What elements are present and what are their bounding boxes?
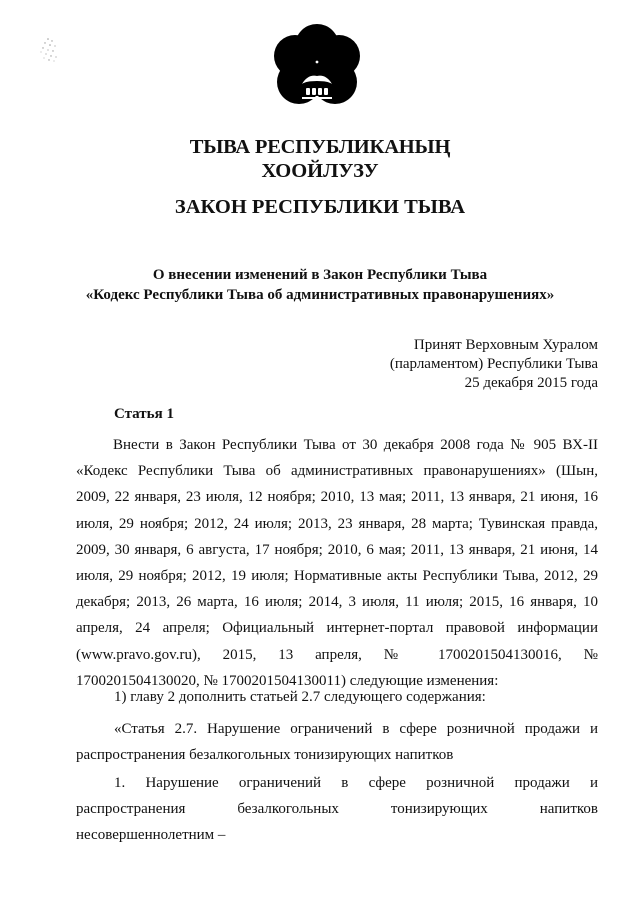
point-line: распространения безалкогольных тонизирующих напитков — [76, 801, 598, 817]
law-subject-line-2: «Кодекс Республики Тыва об административных правонарушениях» — [85, 287, 555, 303]
amendment-item-1: 1) главу 2 дополнить статьей 2.7 следующего содержания: — [114, 689, 486, 705]
paragraph-line: 2009, 30 января, 6 августа, 17 ноября; 2010, 6 мая; 2011, 13 января, 21 июня, 14 — [76, 541, 598, 558]
law-subject-line-1: О внесении изменений в Закон Республики Тыва — [152, 267, 488, 283]
scan-artifact-icon — [36, 36, 62, 64]
paragraph-line: Внести в Закон Республики Тыва от 30 декабря 2008 года № 905 ВХ-II — [113, 437, 598, 453]
paragraph-line: 1700201504130020, № 1700201504130011) следующие изменения: — [76, 672, 499, 689]
paragraph-line: 2009, 22 января, 23 июля, 12 ноября; 2010, 13 мая; 2011, 13 января, 21 июня, 16 — [76, 489, 598, 506]
coat-of-arms-icon — [272, 22, 362, 114]
new-article-heading — [76, 716, 598, 768]
paragraph-line: июля, 29 ноября; 2012, 24 июля; 2013, 23 января, 28 марта; Тувинская правда, — [76, 515, 598, 532]
adoption-line-2: (парламентом) Республики Тыва — [389, 356, 598, 372]
russian-law-title: ЗАКОН РЕСПУБЛИКИ ТЫВА — [174, 196, 466, 218]
quote-line: распространения безалкогольных тонизирующих напитков — [76, 747, 454, 763]
quote-line: «Статья 2.7. Нарушение ограничений в сфере розничной продажи и — [114, 721, 598, 737]
paragraph-line: апреля, 24 апреля; Официальный интернет-портал правовой информации — [76, 620, 598, 637]
point-line: 1. Нарушение ограничений в сфере розничной продажи и — [114, 775, 598, 791]
new-article-point-1 — [76, 770, 598, 848]
tuvan-law-subtitle: ХООЙЛУЗУ — [261, 160, 379, 182]
article-heading: Статья 1 — [114, 406, 174, 422]
paragraph-line: «Кодекс Республики Тыва об административных правонарушениях» (Шын, — [76, 463, 598, 480]
paragraph-line: (www.pravo.gov.ru), 2015, 13 апреля, № 1700201504130016, № — [76, 646, 598, 663]
article-paragraph — [76, 432, 598, 694]
adoption-line-1: Принят Верховным Хуралом — [413, 337, 598, 353]
tuvan-law-title: ТЫВА РЕСПУБЛИКАНЫҢ — [189, 136, 451, 158]
paragraph-line: июля, 29 ноября; 2012, 19 июля; Нормативные акты Республики Тыва, 2012, 29 — [76, 567, 598, 584]
point-line: несовершеннолетним – — [76, 827, 226, 843]
paragraph-line: декабря; 2013, 26 марта, 16 июля; 2014, 3 июля, 11 июля; 2015, 16 января, 10 — [76, 594, 598, 611]
adoption-date: 25 декабря 2015 года — [464, 375, 598, 391]
